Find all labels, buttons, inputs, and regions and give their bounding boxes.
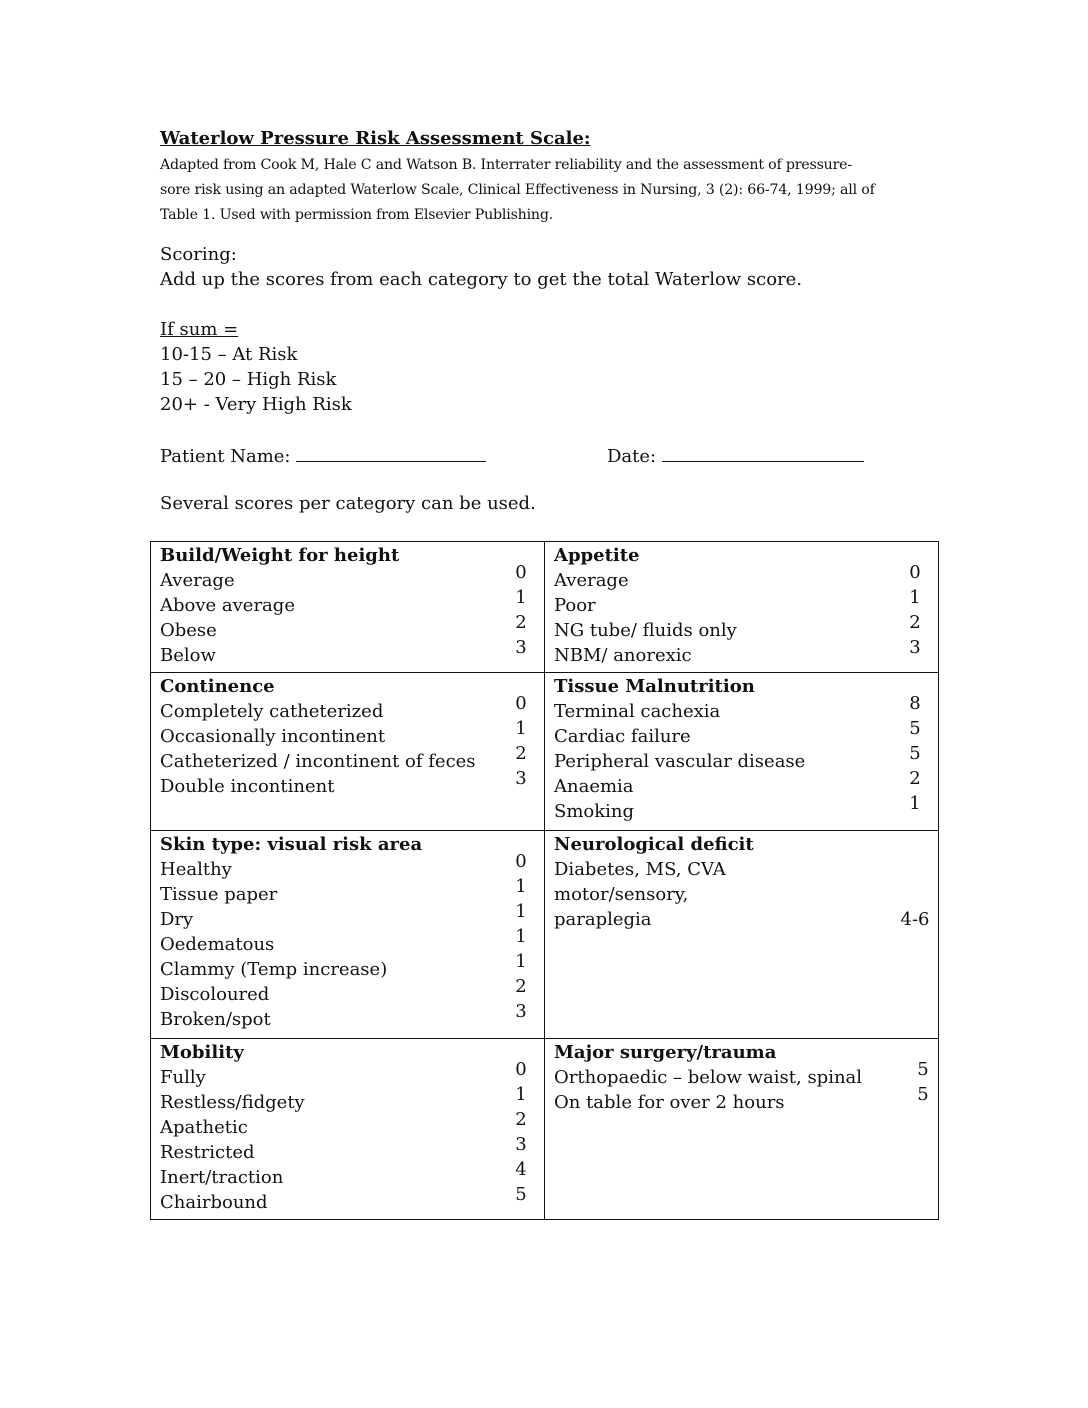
- item-scores: [900, 691, 930, 816]
- category-body: [160, 851, 536, 1032]
- item-label: Average: [160, 570, 235, 591]
- item-label: Apathetic: [160, 1117, 248, 1138]
- category-body: [554, 1059, 930, 1115]
- item-labels: [554, 857, 726, 932]
- category-heading: Appetite: [554, 545, 640, 566]
- item-label: Above average: [160, 595, 295, 616]
- item-score: 2: [515, 612, 527, 633]
- item-score: 1: [515, 718, 527, 739]
- item-label: Cardiac failure: [554, 726, 691, 747]
- scoring-heading: Scoring:: [160, 244, 237, 265]
- category-body: [554, 562, 930, 668]
- date-field[interactable]: [607, 441, 864, 469]
- item-label: Restricted: [160, 1142, 255, 1163]
- item-score: 0: [909, 562, 921, 583]
- category-cell: [545, 1039, 939, 1220]
- citation-line: Adapted from Cook M, Hale C and Watson B. Interrater reliability and the assessment of pressure-: [160, 157, 852, 173]
- item-score: 5: [515, 1184, 527, 1205]
- risk-range: 10-15 – At Risk: [160, 344, 298, 365]
- item-labels: [554, 1065, 862, 1115]
- item-score: 2: [515, 743, 527, 764]
- item-score: 1: [515, 951, 527, 972]
- category-heading: Neurological deficit: [554, 834, 754, 855]
- spacer: [160, 292, 802, 317]
- item-score: 1: [909, 587, 921, 608]
- item-score: 3: [515, 1001, 527, 1022]
- risk-range: 20+ - Very High Risk: [160, 394, 352, 415]
- item-score: 2: [515, 1109, 527, 1130]
- item-score: 1: [515, 587, 527, 608]
- category-heading: Continence: [160, 676, 275, 697]
- category-cell: [151, 831, 545, 1039]
- item-scores: [506, 691, 536, 791]
- item-label: Dry: [160, 909, 194, 930]
- category-heading: Tissue Malnutrition: [554, 676, 755, 697]
- item-label: Smoking: [554, 801, 635, 822]
- item-scores: [506, 1057, 536, 1207]
- patient-name-field[interactable]: [160, 441, 486, 469]
- item-score: 0: [515, 693, 527, 714]
- item-score: 4-6: [900, 909, 930, 930]
- item-label: On table for over 2 hours: [554, 1092, 785, 1113]
- item-labels: [160, 857, 387, 1032]
- item-score: 8: [909, 693, 921, 714]
- citation: [160, 153, 950, 228]
- category-heading: Skin type: visual risk area: [160, 834, 423, 855]
- patient-info-row: [160, 441, 880, 469]
- item-label: Oedematous: [160, 934, 275, 955]
- category-body: [554, 857, 930, 932]
- item-score: [900, 857, 930, 882]
- item-label: Orthopaedic – below waist, spinal: [554, 1067, 863, 1088]
- item-label: Obese: [160, 620, 217, 641]
- item-label: Healthy: [160, 859, 232, 880]
- item-score: 3: [515, 768, 527, 789]
- item-score: 4: [515, 1159, 527, 1180]
- item-score: 3: [515, 637, 527, 658]
- item-label: Clammy (Temp increase): [160, 959, 388, 980]
- scoring-section: [160, 242, 802, 417]
- item-label: NG tube/ fluids only: [554, 620, 737, 641]
- category-cell: [545, 673, 939, 831]
- citation-line: Table 1. Used with permission from Elsevier Publishing.: [160, 207, 554, 223]
- item-label: Inert/traction: [160, 1167, 284, 1188]
- item-score: 1: [515, 876, 527, 897]
- risk-range: 15 – 20 – High Risk: [160, 369, 337, 390]
- item-label: Completely catheterized: [160, 701, 384, 722]
- item-label: motor/sensory,: [554, 884, 689, 905]
- item-score: 1: [909, 793, 921, 814]
- item-label: Restless/fidgety: [160, 1092, 305, 1113]
- item-scores: [506, 849, 536, 1024]
- category-heading: Major surgery/trauma: [554, 1042, 777, 1063]
- if-sum-label: If sum =: [160, 319, 239, 340]
- date-label: Date:: [607, 446, 657, 467]
- item-labels: [160, 568, 295, 668]
- item-score: 2: [515, 976, 527, 997]
- citation-line: sore risk using an adapted Waterlow Scale, Clinical Effectiveness in Nursing, 3 (2): 66-74, 1999; all of: [160, 182, 875, 198]
- patient-name-line[interactable]: [296, 441, 486, 462]
- category-cell: [151, 542, 545, 673]
- item-label: Fully: [160, 1067, 206, 1088]
- category-body: [160, 562, 536, 668]
- item-label: Below: [160, 645, 216, 666]
- usage-note: Several scores per category can be used.: [160, 493, 536, 514]
- item-scores: [506, 560, 536, 660]
- item-scores: [900, 560, 930, 660]
- category-cell: [151, 1039, 545, 1220]
- item-score: 5: [909, 718, 921, 739]
- item-score: 3: [909, 637, 921, 658]
- patient-name-label: Patient Name:: [160, 446, 291, 467]
- category-cell: [151, 673, 545, 831]
- item-score: 0: [515, 562, 527, 583]
- item-score: 2: [909, 768, 921, 789]
- category-cell: [545, 542, 939, 673]
- item-label: Occasionally incontinent: [160, 726, 386, 747]
- item-label: Average: [554, 570, 629, 591]
- item-label: Diabetes, MS, CVA: [554, 859, 726, 880]
- item-scores: [900, 857, 930, 932]
- item-labels: [160, 1065, 305, 1215]
- category-body: [554, 693, 930, 824]
- item-label: Poor: [554, 595, 596, 616]
- item-label: Double incontinent: [160, 776, 335, 797]
- item-label: Terminal cachexia: [554, 701, 721, 722]
- item-score: [900, 882, 930, 907]
- item-score: 5: [917, 1084, 929, 1105]
- item-label: paraplegia: [554, 909, 652, 930]
- category-body: [160, 693, 536, 799]
- item-score: 5: [909, 743, 921, 764]
- item-label: Broken/spot: [160, 1009, 271, 1030]
- item-labels: [554, 568, 737, 668]
- category-cell: [545, 831, 939, 1039]
- item-label: Peripheral vascular disease: [554, 751, 806, 772]
- category-heading: Mobility: [160, 1042, 244, 1063]
- item-scores: [908, 1057, 938, 1107]
- item-labels: [160, 699, 476, 799]
- item-score: 1: [515, 901, 527, 922]
- item-score: 0: [515, 1059, 527, 1080]
- item-label: Chairbound: [160, 1192, 268, 1213]
- category-body: [160, 1059, 536, 1215]
- assessment-table: [150, 541, 939, 1220]
- page-title: Waterlow Pressure Risk Assessment Scale:: [160, 128, 591, 149]
- item-score: 1: [515, 1084, 527, 1105]
- item-score: 5: [917, 1059, 929, 1080]
- scoring-instruction: Add up the scores from each category to get the total Waterlow score.: [160, 269, 803, 290]
- item-label: NBM/ anorexic: [554, 645, 692, 666]
- item-score: 0: [515, 851, 527, 872]
- item-label: Tissue paper: [160, 884, 278, 905]
- item-label: Discoloured: [160, 984, 270, 1005]
- item-label: Anaemia: [554, 776, 634, 797]
- date-line[interactable]: [662, 441, 864, 462]
- item-label: Catheterized / incontinent of feces: [160, 751, 476, 772]
- item-score: 1: [515, 926, 527, 947]
- item-score: 2: [909, 612, 921, 633]
- item-score: 3: [515, 1134, 527, 1155]
- item-labels: [554, 699, 805, 824]
- category-heading: Build/Weight for height: [160, 545, 400, 566]
